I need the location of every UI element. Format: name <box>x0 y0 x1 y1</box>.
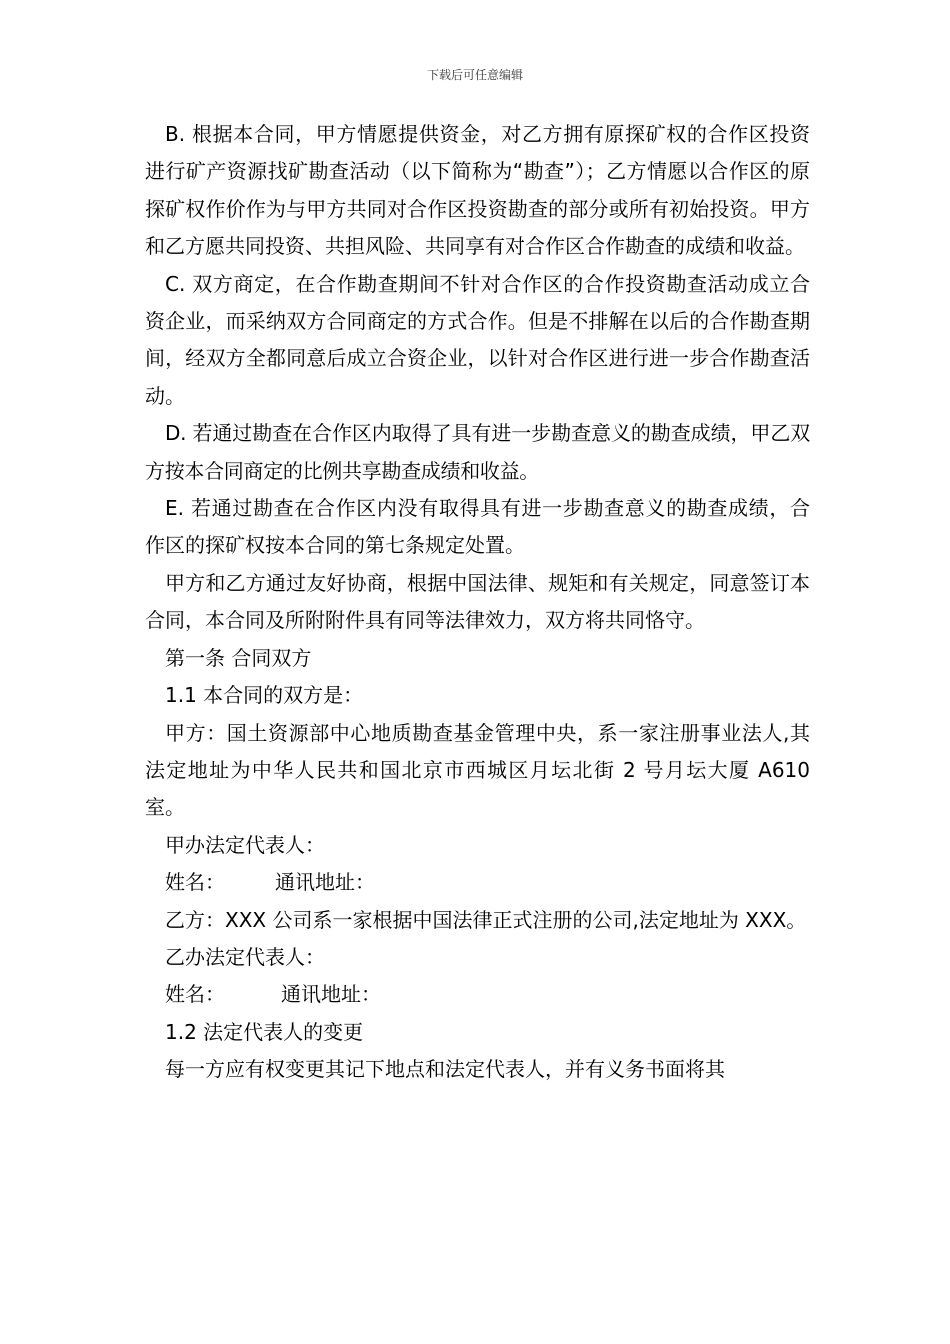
article-1-title: 第一条 合同双方 <box>165 645 312 670</box>
party-b-contact-line <box>145 976 810 1013</box>
section-1-2: 1.2 法定代表人的变更 <box>165 1019 364 1044</box>
party-b-description: 乙方：XXX 公司系一家根据中国法律正式注册的公司,法定地址为 XXX。 <box>165 907 807 932</box>
header-note: 下载后可任意编辑 <box>426 68 523 82</box>
party-b-name-label: 姓名： <box>165 982 225 1007</box>
party-a-contact-line <box>145 864 810 901</box>
section-1-2-text: 每一方应有权变更其记下地点和法定代表人，并有义务书面将其 <box>165 1057 725 1082</box>
party-b-address-label: 通讯地址： <box>281 982 381 1007</box>
party-a-name-label: 姓名： <box>165 870 225 895</box>
party-a-representative: 甲办法定代表人： <box>165 832 325 857</box>
paragraph-d: D. 若通过勘查在合作区内取得了具有进一步勘查意义的勘查成绩，甲乙双方按本合同商定的比例共享勘查成绩和收益。 <box>145 421 810 483</box>
document-body <box>145 116 810 1089</box>
party-a-description: 甲方：国土资源部中心地质勘查基金管理中央，系一家注册事业法人,其法定地址为中华人民共和国北京市西城区月坛北街 2 号月坛大厦 A610 室。 <box>145 720 810 820</box>
section-1-1: 1.1 本合同的双方是： <box>165 683 364 708</box>
paragraph-b: B. 根据本合同，甲方情愿提供资金，对乙方拥有原探矿权的合作区投资进行矿产资源找矿勘查活动（以下简称为“勘查”）；乙方情愿以合作区的原探矿权作价作为与甲方共同对合作区投资勘查的部分或所有初始投资。甲方和乙方愿共同投资、共担风险、共同享有对合作区合作勘查的成绩和收益。 <box>145 122 810 259</box>
party-a-address-label: 通讯地址： <box>275 870 375 895</box>
paragraph-e: E. 若通过勘查在合作区内没有取得具有进一步勘查意义的勘查成绩，合作区的探矿权按本合同的第七条规定处置。 <box>145 496 810 558</box>
paragraph-c: C. 双方商定，在合作勘查期间不针对合作区的合作投资勘查活动成立合资企业，而采纳双方合同商定的方式合作。但是不排解在以后的合作勘查期间，经双方全都同意后成立合资企业，以针对合作区进行进一步合作勘查活动。 <box>145 271 810 408</box>
paragraph-agreement: 甲方和乙方通过友好协商，根据中国法律、规矩和有关规定，同意签订本合同，本合同及所附附件具有同等法律效力，双方将共同恪守。 <box>145 570 810 633</box>
party-b-representative: 乙办法定代表人： <box>165 944 325 969</box>
